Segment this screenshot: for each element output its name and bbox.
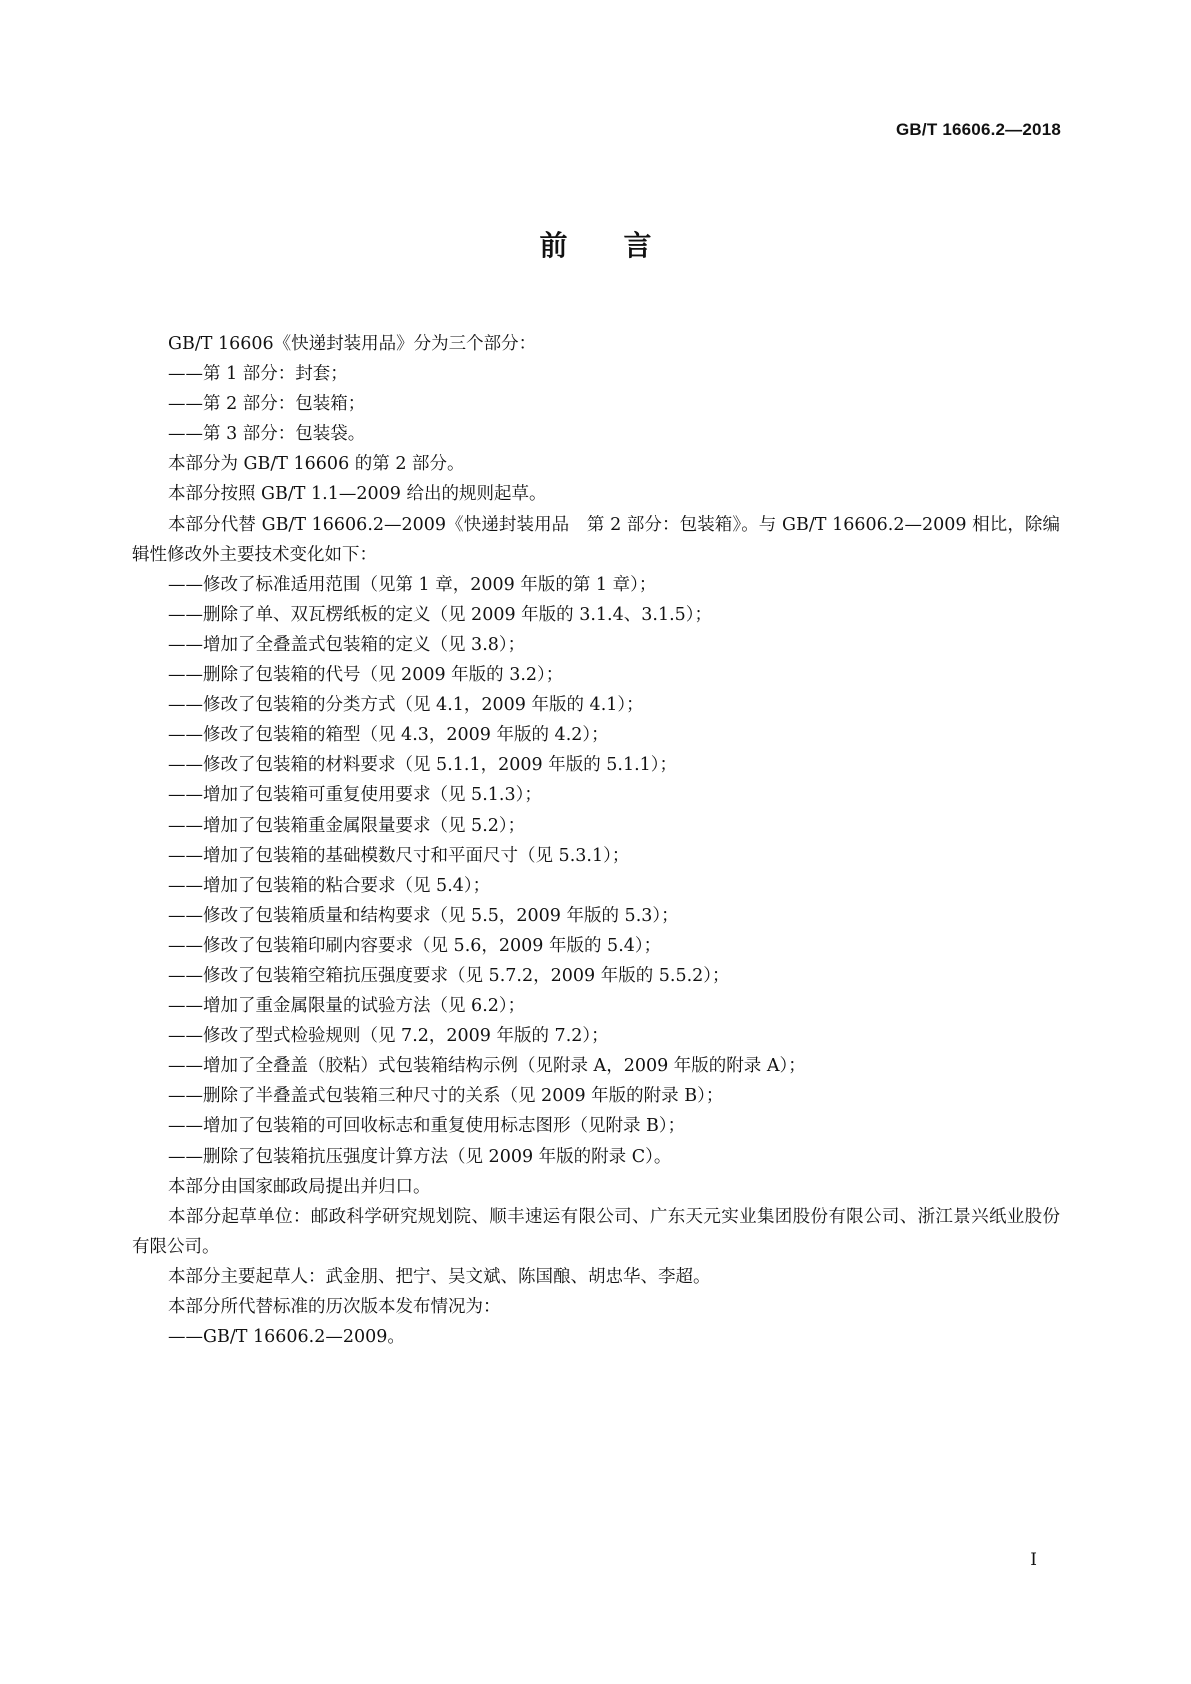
drafting-units-paragraph: 本部分起草单位：邮政科学研究规划院、顺丰速运有限公司、广东天元实业集团股份有限公司、浙江景兴纸业股份有限公司。 bbox=[132, 1206, 1060, 1257]
change-item: ——修改了标准适用范围（见第 1 章，2009 年版的第 1 章）； bbox=[168, 574, 657, 595]
change-item: ——修改了包装箱的材料要求（见 5.1.1，2009 年版的 5.1.1）； bbox=[168, 755, 678, 776]
change-item: ——增加了包装箱重金属限量要求（见 5.2）； bbox=[168, 815, 526, 836]
change-item: ——增加了全叠盖式包装箱的定义（见 3.8）； bbox=[168, 634, 526, 655]
change-item: ——修改了包装箱空箱抗压强度要求（见 5.7.2，2009 年版的 5.5.2）； bbox=[168, 965, 730, 986]
change-item: ——修改了包装箱的箱型（见 4.3，2009 年版的 4.2）； bbox=[168, 725, 609, 746]
part-list-item: ——第 3 部分：包装袋。 bbox=[168, 424, 366, 445]
change-item: ——删除了半叠盖式包装箱三种尺寸的关系（见 2009 年版的附录 B）； bbox=[168, 1086, 724, 1107]
change-item: ——增加了重金属限量的试验方法（见 6.2）； bbox=[168, 996, 526, 1017]
page-number: I bbox=[1030, 1550, 1037, 1570]
change-item: ——删除了包装箱的代号（见 2009 年版的 3.2）； bbox=[168, 665, 564, 686]
paragraph: 本部分为 GB/T 16606 的第 2 部分。 bbox=[168, 454, 465, 475]
part-list-item: ——第 1 部分：封套； bbox=[168, 364, 348, 385]
change-item: ——删除了包装箱抗压强度计算方法（见 2009 年版的附录 C）。 bbox=[168, 1146, 672, 1167]
replacement-paragraph: 本部分代替 GB/T 16606.2—2009《快递封装用品 第 2 部分：包装箱》。与 GB/T 16606.2—2009 相比，除编辑性修改外主要技术变化如下： bbox=[132, 514, 1060, 565]
change-item: ——修改了包装箱的分类方式（见 4.1，2009 年版的 4.1）； bbox=[168, 695, 644, 716]
previous-version-item: ——GB/T 16606.2—2009。 bbox=[168, 1327, 405, 1348]
paragraph: 本部分按照 GB/T 1.1—2009 给出的规则起草。 bbox=[168, 484, 547, 505]
change-item: ——增加了包装箱的可回收标志和重复使用标志图形（见附录 B）； bbox=[168, 1116, 686, 1137]
change-item: ——删除了单、双瓦楞纸板的定义（见 2009 年版的 3.1.4、3.1.5）； bbox=[168, 604, 713, 625]
intro-paragraph: GB/T 16606《快递封装用品》分为三个部分： bbox=[168, 334, 537, 354]
change-item: ——修改了包装箱印刷内容要求（见 5.6，2009 年版的 5.4）； bbox=[168, 935, 662, 956]
change-item: ——增加了包装箱可重复使用要求（见 5.1.3）； bbox=[168, 785, 542, 806]
paragraph: 本部分由国家邮政局提出并归口。 bbox=[168, 1176, 431, 1197]
standard-code: GB/T 16606.2—2018 bbox=[896, 120, 1061, 139]
document-body bbox=[132, 329, 1060, 1352]
change-item: ——增加了全叠盖（胶粘）式包装箱结构示例（见附录 A，2009 年版的附录 A）； bbox=[168, 1056, 806, 1077]
change-item: ——增加了包装箱的基础模数尺寸和平面尺寸（见 5.3.1）； bbox=[168, 845, 630, 866]
paragraph: 本部分所代替标准的历次版本发布情况为： bbox=[168, 1297, 501, 1317]
change-item: ——修改了包装箱质量和结构要求（见 5.5，2009 年版的 5.3）； bbox=[168, 905, 679, 926]
change-item: ——修改了型式检验规则（见 7.2，2009 年版的 7.2）； bbox=[168, 1026, 609, 1047]
change-item: ——增加了包装箱的粘合要求（见 5.4）； bbox=[168, 875, 491, 896]
drafters-paragraph: 本部分主要起草人：武金朋、把宁、吴文斌、陈国酿、胡忠华、李超。 bbox=[168, 1266, 711, 1287]
page-title: 前言 bbox=[539, 229, 708, 262]
part-list-item: ——第 2 部分：包装箱； bbox=[168, 394, 366, 415]
